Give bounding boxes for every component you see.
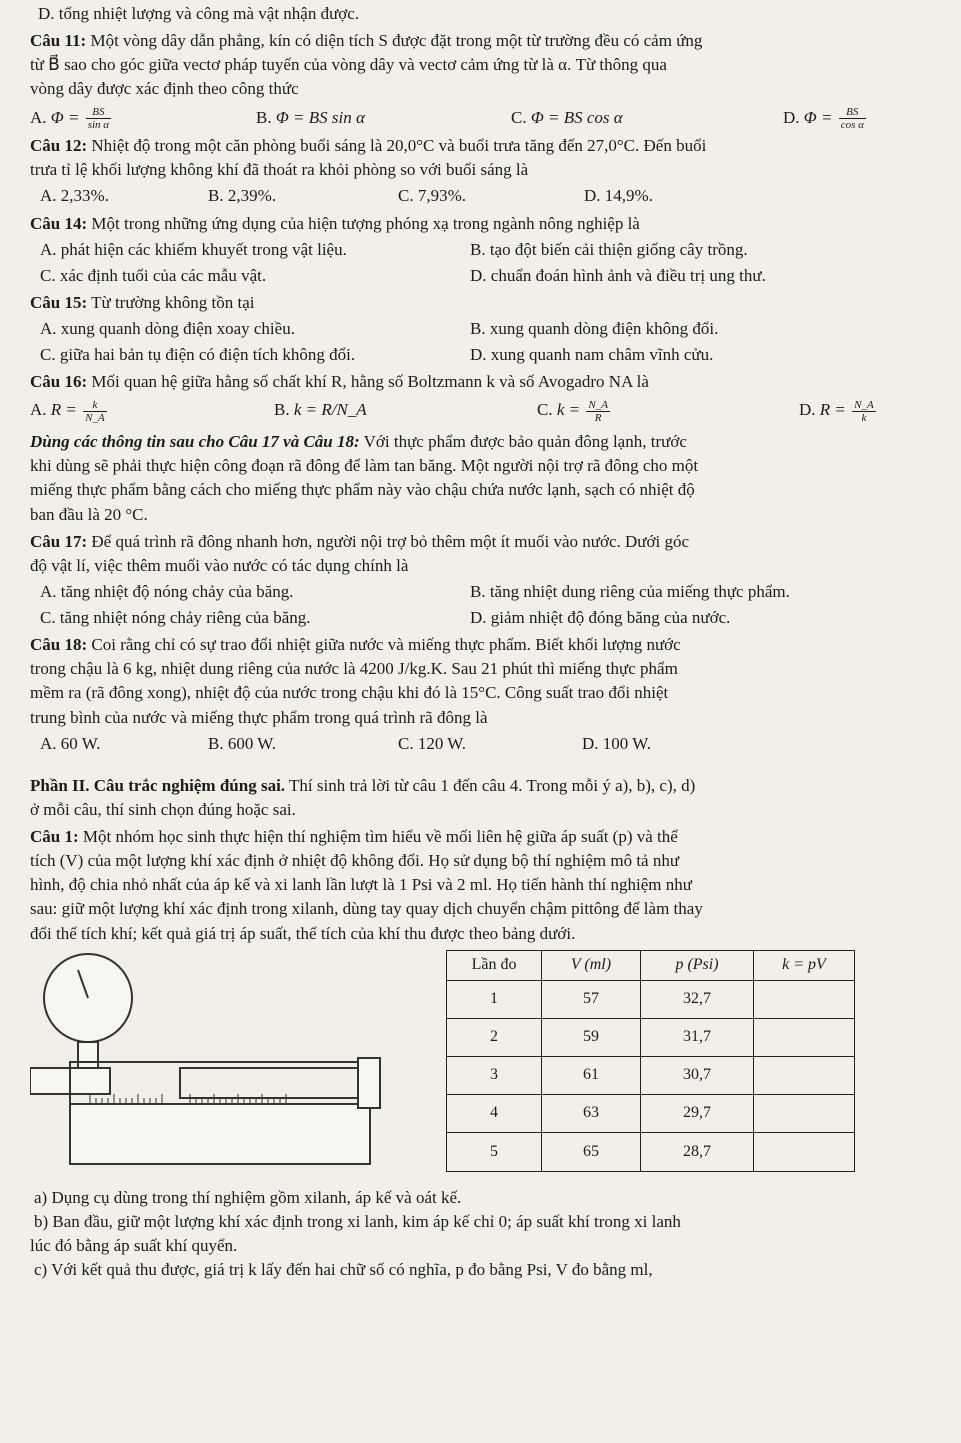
q17-label: Câu 17: xyxy=(30,531,88,551)
q12-option-d: D. 14,9%. xyxy=(584,186,653,206)
q18-option-b: B. 600 W. xyxy=(208,733,277,753)
q16-a-fraction: $\frac{k}{N\_A}$ xyxy=(85,398,105,425)
p2q1-text-4: sau: giữ một lượng khí xác định trong xilanh, dùng tay quay dịch chuyển chậm pittông để làm thay xyxy=(30,899,703,919)
q14-label: Câu 14: xyxy=(30,213,88,233)
q12-option-b: B. 2,39%. xyxy=(208,186,276,206)
q17-text-2: độ vật lí, việc thêm muối vào nước có tác dụng chính là xyxy=(30,555,409,575)
q15-options-row-2 xyxy=(30,343,937,367)
p2q1-statement-b: b) Ban đầu, giữ một lượng khí xác định trong xi lanh, kim áp kế chỉ 0; áp suất khí trong xi lanh xyxy=(34,1211,681,1231)
q12-options xyxy=(30,184,937,208)
q14-text: Một trong những ứng dụng của hiện tượng phóng xạ trong ngành nông nghiệp là xyxy=(87,213,640,233)
q11-label: Câu 11: xyxy=(30,31,87,51)
q14-options-row-2 xyxy=(30,264,937,288)
q12-text-1: Nhiệt độ trong một căn phòng buổi sáng là 20,0°C và buổi trưa tăng đến 27,0°C. Đến buổi xyxy=(87,136,707,156)
question-18 xyxy=(30,633,937,657)
q15-option-d: D. xung quanh nam châm vĩnh cửu. xyxy=(470,345,714,365)
table-row: 2 59 31,7 xyxy=(447,1018,855,1056)
syringe-pressure-gauge-diagram xyxy=(30,950,420,1172)
table-header-row xyxy=(447,950,855,980)
q16-text: Mối quan hệ giữa hằng số chất khí R, hằng số Boltzmann k và số Avogadro NA là xyxy=(87,372,649,392)
q11-option-d: D. Φ = $\frac{BS}{\text{cos α}}$ xyxy=(783,106,864,132)
header-lan-do: Lần đo xyxy=(447,950,542,980)
q18-text-4: trung bình của nước và miếng thực phẩm trong quá trình rã đông là xyxy=(30,707,488,727)
q14-option-b: B. tạo đột biến cải thiện giống cây trồng. xyxy=(470,239,748,259)
q12-label: Câu 12: xyxy=(30,136,88,156)
q11-a-fraction: $\frac{BS}{\text{sin α}}$ xyxy=(87,106,110,132)
q14-options-row-1 xyxy=(30,238,937,262)
piston-handle xyxy=(358,1058,380,1108)
part-2-text-2: ở mỗi câu, thí sinh chọn đúng hoặc sai. xyxy=(30,799,296,819)
q17-option-a: A. tăng nhiệt độ nóng chảy của băng. xyxy=(40,581,294,601)
q11-text-3: vòng dây được xác định theo công thức xyxy=(30,79,299,99)
q18-label: Câu 18: xyxy=(30,635,88,655)
p2q1-statement-b-cont: lúc đó bằng áp suất khí quyển. xyxy=(30,1235,238,1255)
syringe-base xyxy=(70,1104,370,1164)
question-15 xyxy=(30,291,937,315)
p2q1-text-3: hình, độ chia nhỏ nhất của áp kế và xi lanh lần lượt là 1 Psi và 2 ml. Họ tiến hành thí nghiệm như xyxy=(30,875,692,895)
p2q1-text-5: đổi thể tích khí; kết quả giá trị áp suất, thể tích của khí thu được theo bảng dưới. xyxy=(30,923,576,943)
q17-text-1: Để quá trình rã đông nhanh hơn, người nội trợ bỏ thêm một ít muối vào nước. Dưới góc xyxy=(87,531,690,551)
header-pressure: p (Psi) xyxy=(641,950,754,980)
piston xyxy=(180,1068,380,1098)
p2q1-label: Câu 1: xyxy=(30,827,79,846)
p2q1-statement-c: c) Với kết quả thu được, giá trị k lấy đến hai chữ số có nghĩa, p đo bằng Psi, V đo bằng ml, xyxy=(34,1260,653,1279)
q18-option-c: C. 120 W. xyxy=(398,733,467,753)
q16-label: Câu 16: xyxy=(30,372,88,392)
p2q1-text-2: tích (V) của một lượng khí xác định ở nhiệt độ không đổi. Họ sử dụng bộ thí nghiệm mô tả như xyxy=(30,851,680,871)
q17-option-d: D. giảm nhiệt độ đóng băng của nước. xyxy=(470,608,731,627)
info-line-1: Với thực phẩm được bảo quản đông lạnh, trước xyxy=(359,432,687,452)
q11-d-fraction: $\frac{BS}{\text{cos α}}$ xyxy=(840,106,864,132)
q16-c-fraction: $\frac{N\_A}{R}$ xyxy=(588,398,608,425)
q16-options xyxy=(30,398,937,424)
question-14 xyxy=(30,212,937,236)
q18-text-2: trong chậu là 6 kg, nhiệt dung riêng của nước là 4200 J/kg.K. Sau 21 phút thì miếng thực phẩm xyxy=(30,659,678,679)
q14-option-d: D. chuẩn đoán hình ảnh và điều trị ung thư. xyxy=(470,265,766,285)
q15-option-a: A. xung quanh dòng điện xoay chiều. xyxy=(40,319,295,339)
header-k: k = pV xyxy=(754,950,855,980)
q11-option-a: A. Φ = $\frac{BS}{\text{sin α}}$ xyxy=(30,106,110,132)
q11-text-1: Một vòng dây dẫn phẳng, kín có diện tích S được đặt trong một từ trường đều có cảm ứng xyxy=(86,31,703,51)
q15-option-b: B. xung quanh dòng điện không đổi. xyxy=(470,319,719,339)
experiment-figure xyxy=(30,950,937,1172)
part-2-text-1: Thí sinh trả lời từ câu 1 đến câu 4. Trong mỗi ý a), b), c), d) xyxy=(285,775,696,795)
results-table xyxy=(446,950,855,1172)
info-line-2: khi dùng sẽ phải thực hiện công đoạn rã đông để làm tan băng. Một người nội trợ rã đông cho một xyxy=(30,456,699,476)
p2q1-text-1: Một nhóm học sinh thực hiện thí nghiệm tìm hiểu về mối liên hệ giữa áp suất (p) và thể xyxy=(78,827,678,846)
q11-text-2: từ B⃗ sao cho góc giữa vectơ pháp tuyến của vòng dây và vectơ cảm ứng từ là α. Từ thông qua xyxy=(30,55,667,75)
table-row: 4 63 29,7 xyxy=(447,1095,855,1133)
q12-option-a: A. 2,33%. xyxy=(40,186,109,206)
table-row: 5 65 28,7 xyxy=(447,1133,855,1171)
gauge-stem xyxy=(78,1042,98,1068)
q15-option-c: C. giữa hai bản tụ điện có điện tích không đổi. xyxy=(40,345,356,365)
question-16 xyxy=(30,370,937,394)
q17-options-row-2 xyxy=(30,606,937,630)
q11-option-b: B. Φ = BS sin α xyxy=(256,107,365,127)
part-2-heading xyxy=(30,774,937,798)
q12-text-2: trưa tỉ lệ khối lượng không khí đã thoát ra khỏi phòng so với buổi sáng là xyxy=(30,160,529,180)
q18-option-d: D. 100 W. xyxy=(582,733,651,753)
q16-d-fraction: $\frac{N\_A}{k}$ xyxy=(854,398,874,425)
q18-text-3: mềm ra (rã đông xong), nhiệt độ của nước trong chậu khi đó là 15°C. Công suất trao đổi nhiệt xyxy=(30,683,669,703)
p2q1-statement-a: a) Dụng cụ dùng trong thí nghiệm gồm xilanh, áp kế và oát kế. xyxy=(34,1187,462,1207)
question-11 xyxy=(30,29,937,53)
info-line-3: miếng thực phẩm bằng cách cho miếng thực phẩm này vào chậu chứa nước lạnh, sạch có nhiệt độ xyxy=(30,480,695,500)
q14-option-a: A. phát hiện các khiếm khuyết trong vật liệu. xyxy=(40,239,347,259)
q11-option-c: C. Φ = BS cos α xyxy=(511,107,623,127)
header-volume: V (ml) xyxy=(542,950,641,980)
q15-text: Từ trường không tồn tại xyxy=(87,292,255,312)
q18-options xyxy=(30,732,937,756)
q15-label: Câu 15: xyxy=(30,292,88,312)
info-line-4: ban đầu là 20 °C. xyxy=(30,504,148,524)
question-17 xyxy=(30,530,937,554)
table-row: 1 57 32,7 xyxy=(447,980,855,1018)
q16-option-b: B. k = R/N_A xyxy=(274,400,367,420)
q11-options xyxy=(30,106,937,132)
q18-option-a: A. 60 W. xyxy=(40,733,101,753)
q16-option-d: D. R = $\frac{N\_A}{k}$ xyxy=(799,398,874,425)
q16-option-c: C. k = $\frac{N\_A}{R}$ xyxy=(537,398,608,425)
q18-text-1: Coi rằng chỉ có sự trao đổi nhiệt giữa nước và miếng thực phẩm. Biết khối lượng nước xyxy=(87,635,681,655)
q10-option-d: D. tổng nhiệt lượng và công mà vật nhận được. xyxy=(38,4,360,23)
q12-option-c: C. 7,93%. xyxy=(398,186,466,206)
info-block xyxy=(30,430,937,454)
part-2-title: Phần II. Câu trắc nghiệm đúng sai. xyxy=(30,775,286,795)
q15-options-row-1 xyxy=(30,317,937,341)
q17-option-b: B. tăng nhiệt dung riêng của miếng thực phẩm. xyxy=(470,581,790,601)
q14-option-c: C. xác định tuổi của các mẫu vật. xyxy=(40,265,267,285)
table-row: 3 61 30,7 xyxy=(447,1057,855,1095)
question-12 xyxy=(30,134,937,158)
q17-option-c: C. tăng nhiệt nóng chảy riêng của băng. xyxy=(40,608,311,627)
info-heading: Dùng các thông tin sau cho Câu 17 và Câu 18: xyxy=(30,432,360,452)
part-2-question-1 xyxy=(30,825,937,849)
q17-options-row-1 xyxy=(30,580,937,604)
q16-option-a: A. R = $\frac{k}{N\_A}$ xyxy=(30,398,105,425)
